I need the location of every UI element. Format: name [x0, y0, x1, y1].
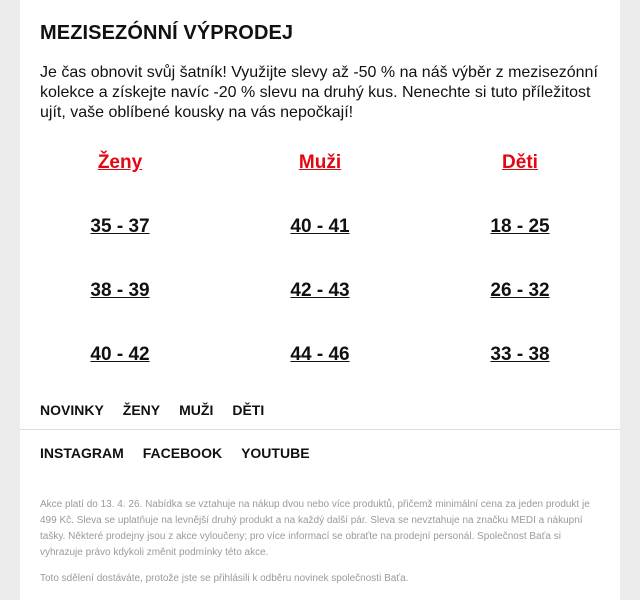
size-link[interactable]: 44 - 46	[290, 344, 350, 365]
social-link-facebook[interactable]: FACEBOOK	[142, 445, 223, 461]
size-link[interactable]: 33 - 38	[490, 344, 550, 365]
subscription-notice: Toto sdělení dostáváte, protože jste se přihlásili k odběru novinek společnosti Baťa.	[40, 573, 409, 584]
category-kids	[420, 150, 620, 406]
size-link[interactable]: 18 - 25	[490, 216, 550, 237]
category-men	[220, 150, 420, 406]
disclaimer-text: Akce platí do 13. 4. 26. Nabídka se vztahuje na nákup dvou nebo více produktů, přičemž minimální cena za jeden produkt je 499 Kč. Sleva se uplatňuje na levnější druhý produkt a na každý další pár. Sleva se nevztahuje na značku MEDI a nákupní tašky. Některé prodejny jsou z akce vyloučeny; pro více informací se obraťte na prodejní personál. Společnost Baťa si vyhrazuje právo kdykoli změnit podmínky této akce.	[40, 499, 590, 558]
category-women	[20, 150, 220, 406]
page-title: MEZISEZÓNNÍ VÝPRODEJ	[40, 22, 294, 44]
intro-text: Je čas obnovit svůj šatník! Využijte slevy až -50 % na náš výběr z mezisezónní kolekce a získejte navíc -20 % slevu na druhý kus. Nenechte si tuto příležitost ujít, vaše oblíbené kousky na vás nepočkají!	[40, 64, 598, 121]
size-link[interactable]: 42 - 43	[290, 280, 350, 301]
size-link[interactable]: 35 - 37	[90, 216, 150, 237]
category-link-kids[interactable]: Děti	[502, 152, 538, 173]
footer-nav	[40, 402, 264, 418]
nav-link-zeny[interactable]: ŽENY	[122, 402, 161, 418]
social-link-youtube[interactable]: YOUTUBE	[241, 445, 310, 461]
email-body	[20, 0, 620, 600]
size-grid	[20, 150, 620, 406]
nav-link-muzi[interactable]: MUŽI	[179, 402, 214, 418]
category-link-women[interactable]: Ženy	[97, 152, 143, 173]
divider	[20, 429, 620, 430]
social-links	[40, 445, 310, 461]
size-link[interactable]: 40 - 41	[290, 216, 350, 237]
size-link[interactable]: 40 - 42	[90, 344, 150, 365]
category-link-men[interactable]: Muži	[298, 152, 342, 173]
size-link[interactable]: 38 - 39	[90, 280, 150, 301]
nav-link-novinky[interactable]: NOVINKY	[40, 402, 104, 418]
nav-link-deti[interactable]: DĚTI	[232, 402, 265, 418]
size-link[interactable]: 26 - 32	[490, 280, 550, 301]
social-link-instagram[interactable]: INSTAGRAM	[40, 445, 124, 461]
